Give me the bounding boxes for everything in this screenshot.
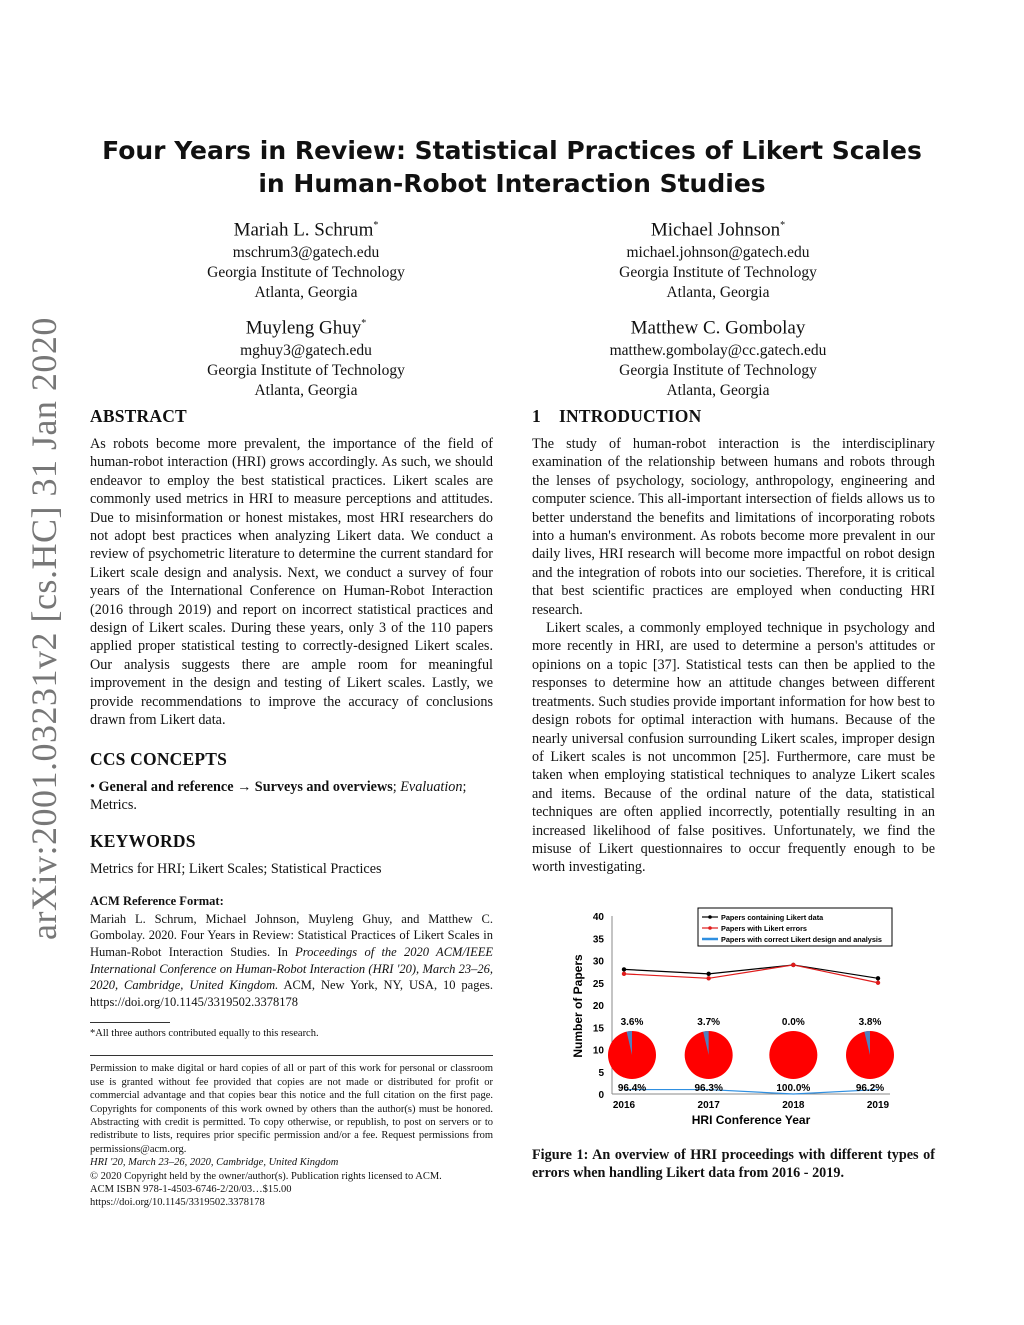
author-block [553, 312, 883, 401]
paper-title: Four Years in Review: Statistical Practices of Likert Scales in Human-Robot Interaction Studies [102, 136, 922, 198]
author-name: Mariah L. Schrum* [233, 219, 379, 241]
x-tick-label: 2017 [697, 1100, 720, 1111]
author-affiliation: Georgia Institute of Technology [619, 264, 817, 282]
pie-correct-label: 0.0% [781, 1017, 805, 1028]
author-affiliation: Georgia Institute of Technology [207, 362, 405, 380]
pie-correct-label: 3.7% [697, 1017, 721, 1028]
x-axis-label: HRI Conference Year [691, 1113, 811, 1127]
author-location: Atlanta, Georgia [254, 284, 358, 302]
x-tick-label: 2018 [782, 1100, 805, 1111]
abstract-text: As robots become more prevalent, the importance of the field of human-robot interaction (HRI) grows accordingly. As such, we should endeavor to employ the best statistical practices. Likert scales are commonly used metrics in HRI to measure perceptions and attitudes. Due to misinformation or honest mistakes, most HRI researchers do not adopt best practices when analyzing Likert data. We conduct a review of psychometric literature to determine the current standard for Likert scale design and analysis. Next, we conduct a survey of four years of the International Conference on Human-Robot Interaction (2016 through 2019) and report on incorrect statistical practices and design of Likert scales. During these years, only 3 of the 110 papers applied proper statistical testing to correctly-designed Likert scales. Our analysis suggests there are ample room for meaningful improvement in the design and testing of Likert scales. Lastly, we provide recommendations to improve the accuracy of conclusions drawn from Likert data. [90, 436, 493, 729]
pie-error-label: 100.0% [776, 1083, 811, 1094]
y-tick-label: 10 [592, 1045, 604, 1057]
left-column [90, 406, 493, 1210]
legend-label: Papers with Likert errors [721, 924, 807, 933]
author-email[interactable]: matthew.gombolay@cc.gatech.edu [609, 342, 827, 360]
pie-error-label: 96.4% [617, 1083, 647, 1094]
y-tick-label: 25 [592, 978, 604, 990]
abstract-heading: ABSTRACT [90, 406, 187, 426]
y-tick-label: 15 [592, 1023, 604, 1035]
y-tick-label: 30 [592, 956, 604, 968]
data-point [622, 972, 626, 976]
series-line [624, 965, 878, 983]
pie-error-label: 96.2% [855, 1083, 885, 1094]
author-location: Atlanta, Georgia [666, 382, 770, 400]
ccs-heading: CCS CONCEPTS [90, 748, 228, 769]
x-tick-label: 2016 [612, 1100, 636, 1111]
acm-reference-heading: ACM Reference Format: [90, 893, 224, 908]
author-name: Muyleng Ghuy* [245, 317, 367, 339]
author-email[interactable]: michael.johnson@gatech.edu [626, 244, 810, 262]
chart-legend [698, 908, 892, 946]
isbn-line: ACM ISBN 978-1-4503-6746-2/20/03…$15.00 [90, 1183, 292, 1195]
author-email[interactable]: mschrum3@gatech.edu [232, 244, 380, 262]
legend-marker [708, 915, 712, 919]
arxiv-stamp: arXiv:2001.03231v2 [cs.HC] 31 Jan 2020 [24, 317, 64, 940]
pie-error-slice [769, 1031, 817, 1079]
pie-error-label: 96.3% [694, 1083, 723, 1094]
author-location: Atlanta, Georgia [666, 284, 770, 302]
data-point [706, 972, 710, 976]
figure-1-chart [560, 896, 940, 1136]
doi-link[interactable]: https://doi.org/10.1145/3319502.3378178 [90, 1197, 265, 1209]
venue-line: HRI '20, March 23–26, 2020, Cambridge, United Kingdom [90, 1157, 339, 1169]
keywords-heading: KEYWORDS [90, 831, 196, 852]
keywords-text: Metrics for HRI; Likert Scales; Statistical Practices [90, 861, 382, 878]
series-line [624, 1090, 878, 1094]
author-affiliation: Georgia Institute of Technology [619, 362, 817, 380]
author-block [141, 312, 471, 401]
y-axis-label: Number of Papers [571, 954, 585, 1058]
data-point [706, 976, 710, 980]
pie-error-slice [685, 1031, 733, 1079]
y-tick-label: 20 [592, 1001, 604, 1012]
permissions-text: Permission to make digital or hard copies of all or part of this work for personal or classroom use is granted without fee provided that copies are not made or distributed for profit or commercial advantage and that copies bear this notice and the full citation on the first page. Copyrights for components of this work owned by others than the author(s) must be honored. Abstracting with credit is permitted. To copy otherwise, or republish, to post on servers or to redistribute to lists, requires prior specific permission and/or a fee. Request permissions from permissions@acm.org. [90, 1063, 493, 1155]
y-tick-label: 40 [592, 912, 604, 923]
data-point [622, 967, 626, 971]
author-name: Matthew C. Gombolay [630, 317, 806, 339]
data-point [791, 963, 795, 967]
right-column [532, 406, 935, 877]
author-location: Atlanta, Georgia [254, 382, 358, 400]
legend-label: Papers with correct Likert design and analysis [721, 935, 882, 944]
pie-correct-label: 3.6% [620, 1017, 644, 1028]
ccs-concepts: • General and reference → Surveys and overviews; Evaluation; Metrics. [90, 778, 467, 813]
data-point [876, 976, 880, 980]
introduction-heading: 1 INTRODUCTION [532, 406, 702, 426]
author-block [553, 214, 883, 303]
intro-paragraph-2: Likert scales, a commonly employed technique in psychology and more recently in HRI, are used to determine a person's attitudes or opinions on a topic [37]. Statistical tests can then be applied to the responses to determine how an attitude changes between different treatments. Such studies provide important information for how best to design robots for optimal interaction with humans. Because of the nearly universal confusion surrounding Likert scales, improper design of Likert scales is not uncommon [25]. Furthermore, care must be taken when employing statistical techniques to analyze Likert scales and items. Because of the ordinal nature of the data, statistical techniques are often applied incorrectly, potentially resulting in an increased likelihood of false positives. Unfortunately, we find the misuse of Likert questionnaires to occur frequently enough to be worth investigating. [532, 620, 935, 876]
author-email[interactable]: mghuy3@gatech.edu [240, 342, 372, 360]
footnote: *All three authors contributed equally to this research. [90, 1028, 319, 1040]
permissions-rule [90, 1055, 493, 1056]
legend-label: Papers containing Likert data [721, 913, 824, 922]
author-affiliation: Georgia Institute of Technology [207, 264, 405, 282]
author-block [141, 214, 471, 303]
figure-caption: Figure 1: An overview of HRI proceedings with different types of errors when handling Likert data from 2016 - 2019. [532, 1147, 935, 1182]
acm-reference-text: Mariah L. Schrum, Michael Johnson, Muyleng Ghuy, and Matthew C. Gombolay. 2020. Four Years in Review: Statistical Practices of Likert Scales in Human-Robot Interaction Studies. In Proceedings of the 2020 ACM/IEEE International Conference on Human-Robot Interaction (HRI '20), March 23–26, 2020, Cambridge, United Kingdom. ACM, New York, NY, USA, 10 pages. https://doi.org/10.1145/3319502.3378178 [90, 911, 493, 1009]
pie-correct-label: 3.8% [858, 1017, 882, 1028]
intro-paragraph-1: The study of human-robot interaction is the interdisciplinary examination of the relationship between humans and robots through the lenses of psychology, sociology, anthropology, engineering and computer science. This all-important intersection of fields allows us to better understand the benefits and limitations of incorporating robots into a human's environment. As robots become more prevalent in our daily lives, HRI research will become more impactful on robot design and the integration of robots into our societies. Therefore, it is critical that best scientific practices are employed when conducting HRI research. [532, 436, 935, 618]
copyright-line: © 2020 Copyright held by the owner/author(s). Publication rights licensed to ACM. [90, 1170, 442, 1182]
footnote-rule [90, 1022, 170, 1023]
data-point [876, 981, 880, 985]
author-name: Michael Johnson* [650, 219, 786, 241]
y-tick-label: 0 [598, 1090, 604, 1101]
legend-marker [708, 926, 712, 930]
y-tick-label: 35 [592, 934, 604, 946]
x-tick-label: 2019 [866, 1100, 890, 1111]
y-tick-label: 5 [598, 1067, 604, 1079]
